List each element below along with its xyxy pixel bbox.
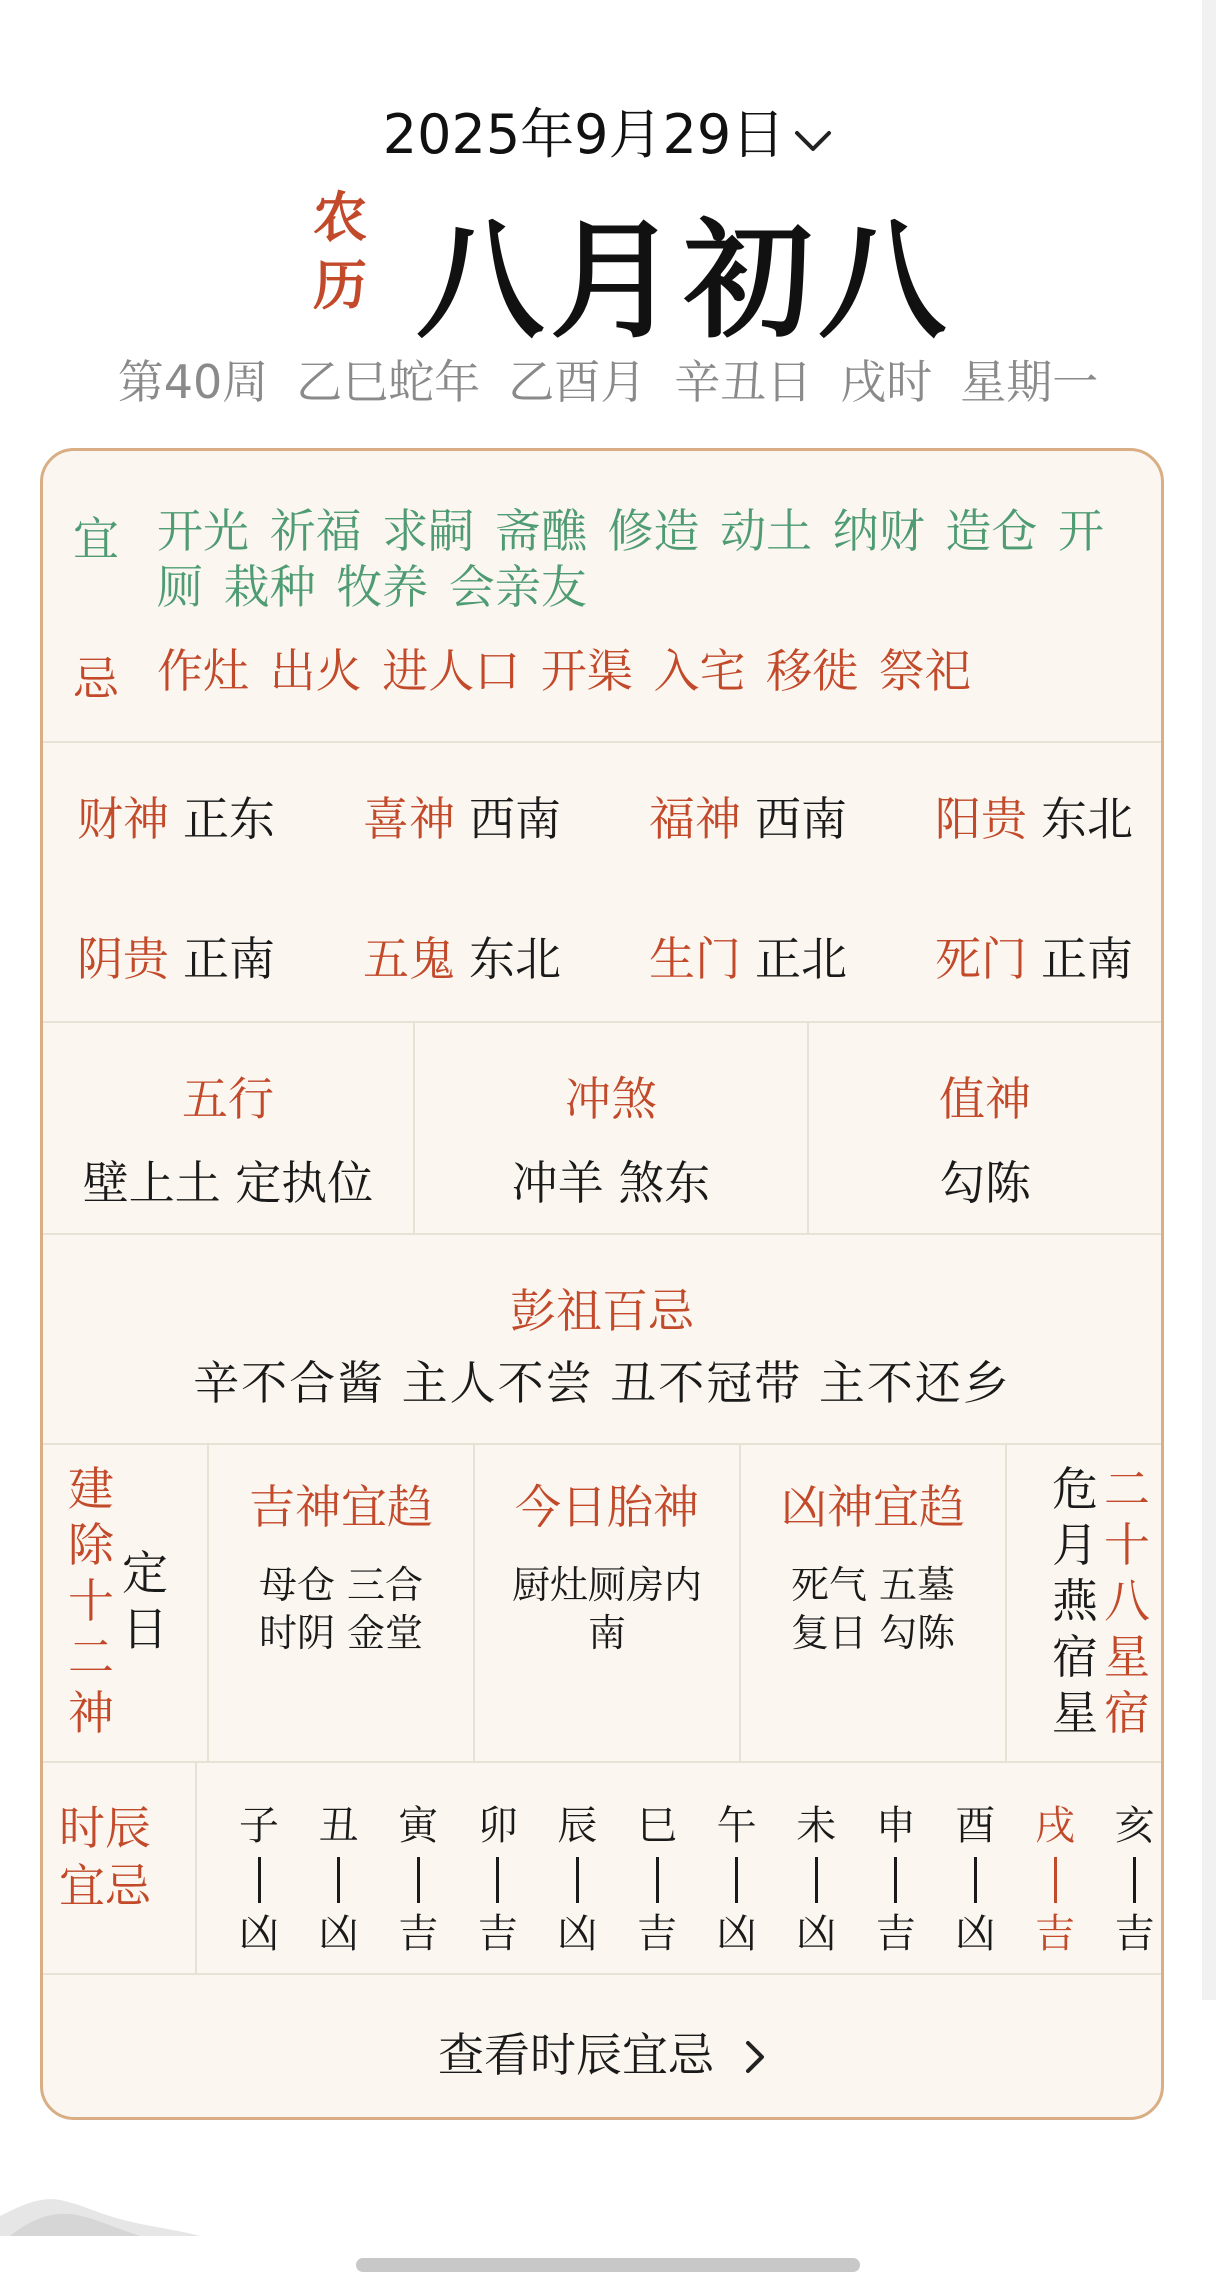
value-char: 日 [122,1602,168,1656]
lunar-tag-bottom: 历 [313,254,367,317]
label-line: 宜忌 [59,1859,151,1913]
god-name: 五鬼 [363,932,455,986]
god-item [935,783,1133,849]
god-name: 财神 [77,792,169,846]
hour-separator [735,1857,738,1903]
ji-label: 忌 [73,652,119,706]
taishen-cell [475,1445,739,1761]
value-char: 危 [1052,1462,1098,1516]
god-name: 喜神 [363,792,455,846]
hour-jixiong: 凶 [716,1911,757,1957]
date-text: 2025年9月29日 [382,103,786,166]
hour-separator [337,1857,340,1903]
god-name: 死门 [935,932,1027,986]
taishen-title: 今日胎神 [515,1480,699,1534]
hour-item [627,1801,687,1959]
hour-jixiong: 凶 [955,1911,996,1957]
hour-item [309,1801,369,1959]
god-direction: 东北 [469,932,561,986]
hour-item [1025,1801,1085,1959]
hour-zhi: 卯 [477,1803,518,1849]
xiongshen-text [741,1561,1005,1657]
xiongshen-cell [741,1445,1005,1761]
yiji-section [43,451,1161,743]
hour-zhi: 子 [239,1803,279,1849]
god-item [649,923,847,989]
zhishen-value: 勾陈 [939,1156,1031,1210]
text-line: 厨灶厕房内 [511,1563,702,1607]
hour-jixiong: 吉 [477,1911,518,1957]
label-char: 二 [68,1630,114,1684]
hour-item [786,1801,846,1959]
lunar-tag [310,184,370,320]
value-char: 星 [1052,1686,1098,1740]
god-direction: 正北 [755,932,847,986]
home-indicator[interactable] [356,2258,860,2272]
god-name: 阴贵 [77,932,169,986]
god-direction: 正南 [1041,932,1133,986]
chevron-right-icon [744,2032,766,2086]
hour-separator [1133,1857,1136,1903]
hour-jixiong: 吉 [1035,1911,1075,1957]
god-item [77,923,275,989]
label-line: 时辰 [59,1801,151,1855]
god-direction: 正南 [183,932,275,986]
hour-separator [974,1857,977,1903]
day-ganzhi: 辛丑日 [674,355,813,409]
chongsha-value: 冲羊 煞东 [511,1156,711,1210]
hour-zhi: 酉 [955,1803,996,1849]
hour-separator [576,1857,579,1903]
xingxiu-value [1049,1461,1101,1741]
hour-separator [258,1857,261,1903]
hour-item [707,1801,767,1959]
view-hours-label: 查看时辰宜忌 [438,2028,714,2082]
hour-zhi: 申 [875,1803,916,1849]
scrollbar-track[interactable] [1202,0,1216,2000]
month-ganzhi: 乙酉月 [508,355,647,409]
hour-item [866,1801,926,1959]
taishen-text [475,1561,739,1657]
hour-jixiong: 吉 [398,1911,439,1957]
text-line: 母仓 三合 [258,1563,424,1607]
info-3col-section [43,1023,1161,1235]
weekday: 星期一 [960,355,1099,409]
pengzu-text: 辛不合酱 主人不尝 丑不冠带 主不还乡 [193,1356,1011,1410]
year-ganzhi: 乙巳蛇年 [296,355,481,409]
chevron-down-icon [793,107,833,170]
hour-item [945,1801,1005,1959]
god-item [363,923,561,989]
almanac-card [40,448,1164,2120]
divider [195,1763,197,1975]
hour-ganzhi: 戌时 [840,355,933,409]
yi-text: 开光 祈福 求嗣 斋醮 修造 动土 纳财 造仓 开厕 栽种 牧养 会亲友 [157,504,1104,614]
god-directions-section [43,743,1161,1023]
pengzu-section [43,1235,1161,1445]
hour-separator [1054,1857,1057,1903]
hour-separator [496,1857,499,1903]
ji-text: 作灶 出火 进人口 开渠 入宅 移徙 祭祀 [157,644,971,698]
wuxing-title: 五行 [182,1072,274,1126]
wuxing-value: 壁上土 定执位 [82,1156,374,1210]
zhishen-title: 值神 [939,1072,1031,1126]
label-char: 八 [1104,1574,1150,1628]
value-char: 燕 [1052,1574,1098,1628]
label-char: 十 [1104,1518,1150,1572]
god-item [935,923,1133,989]
label-char: 宿 [1104,1686,1150,1740]
hour-zhi: 戌 [1035,1803,1075,1849]
hour-separator [815,1857,818,1903]
text-line: 死气 五墓 [790,1563,956,1607]
hour-item [229,1801,289,1959]
yi-label: 宜 [73,512,119,566]
label-char: 神 [68,1686,114,1740]
god-item [649,783,847,849]
hour-separator [894,1857,897,1903]
lunar-tag-top: 农 [313,186,367,249]
jishen-title: 吉神宜趋 [249,1480,433,1534]
hour-item [468,1801,528,1959]
hour-zhi: 丑 [318,1803,359,1849]
label-char: 除 [68,1518,114,1572]
xiongshen-title: 凶神宜趋 [781,1480,965,1534]
hour-jixiong: 凶 [557,1911,598,1957]
label-char: 二 [1104,1462,1150,1516]
label-char: 星 [1104,1630,1150,1684]
date-selector[interactable] [0,92,1216,170]
hours-section [43,1763,1161,1975]
god-name: 阳贵 [935,792,1027,846]
zhishen-cell [809,1023,1161,1233]
wuxing-cell [43,1023,413,1233]
hour-jixiong: 吉 [637,1911,677,1957]
chongsha-cell [415,1023,807,1233]
hour-jixiong: 凶 [239,1911,279,1957]
hour-item [1105,1801,1164,1959]
xingxiu-label [1101,1461,1153,1741]
hour-jixiong: 凶 [796,1911,837,1957]
jianchu-value [119,1545,171,1657]
hours-label [59,1799,151,1915]
text-line: 时阴 金堂 [258,1611,424,1655]
hour-zhi: 巳 [637,1803,677,1849]
god-direction: 东北 [1041,792,1133,846]
value-char: 定 [122,1546,168,1600]
divider [1005,1445,1007,1763]
hour-item [388,1801,448,1959]
date-meta-row [0,346,1216,412]
label-char: 建 [68,1462,114,1516]
god-item [77,783,275,849]
jishen-text [209,1561,473,1657]
jianchu-label [65,1461,117,1741]
hour-zhi: 辰 [557,1803,598,1849]
view-hours-button[interactable] [43,2019,1161,2086]
text-line: 复日 勾陈 [790,1611,956,1655]
hour-item [547,1801,607,1959]
god-direction: 西南 [469,792,561,846]
hour-separator [417,1857,420,1903]
hour-jixiong: 凶 [318,1911,359,1957]
god-name: 生门 [649,932,741,986]
pengzu-title: 彭祖百忌 [510,1284,694,1338]
mountain-decoration [0,2176,200,2236]
god-direction: 正东 [183,792,275,846]
text-line: 南 [587,1611,626,1655]
label-char: 十 [68,1574,114,1628]
god-item [363,783,561,849]
god-direction: 西南 [755,792,847,846]
week-number: 第40周 [117,355,269,409]
value-char: 宿 [1052,1630,1098,1684]
hour-zhi: 午 [716,1803,757,1849]
god-name: 福神 [649,792,741,846]
jishen-cell [209,1445,473,1761]
shen-section [43,1445,1161,1763]
hour-zhi: 寅 [398,1803,439,1849]
hour-jixiong: 吉 [1114,1911,1155,1957]
ji-row [73,643,1137,709]
chongsha-title: 冲煞 [565,1072,657,1126]
hour-separator [656,1857,659,1903]
hour-zhi: 亥 [1114,1803,1155,1849]
hour-jixiong: 吉 [875,1911,916,1957]
value-char: 月 [1052,1518,1098,1572]
yi-row [73,503,1137,615]
lunar-date: 八月初八 [416,207,953,356]
hour-zhi: 未 [796,1803,837,1849]
